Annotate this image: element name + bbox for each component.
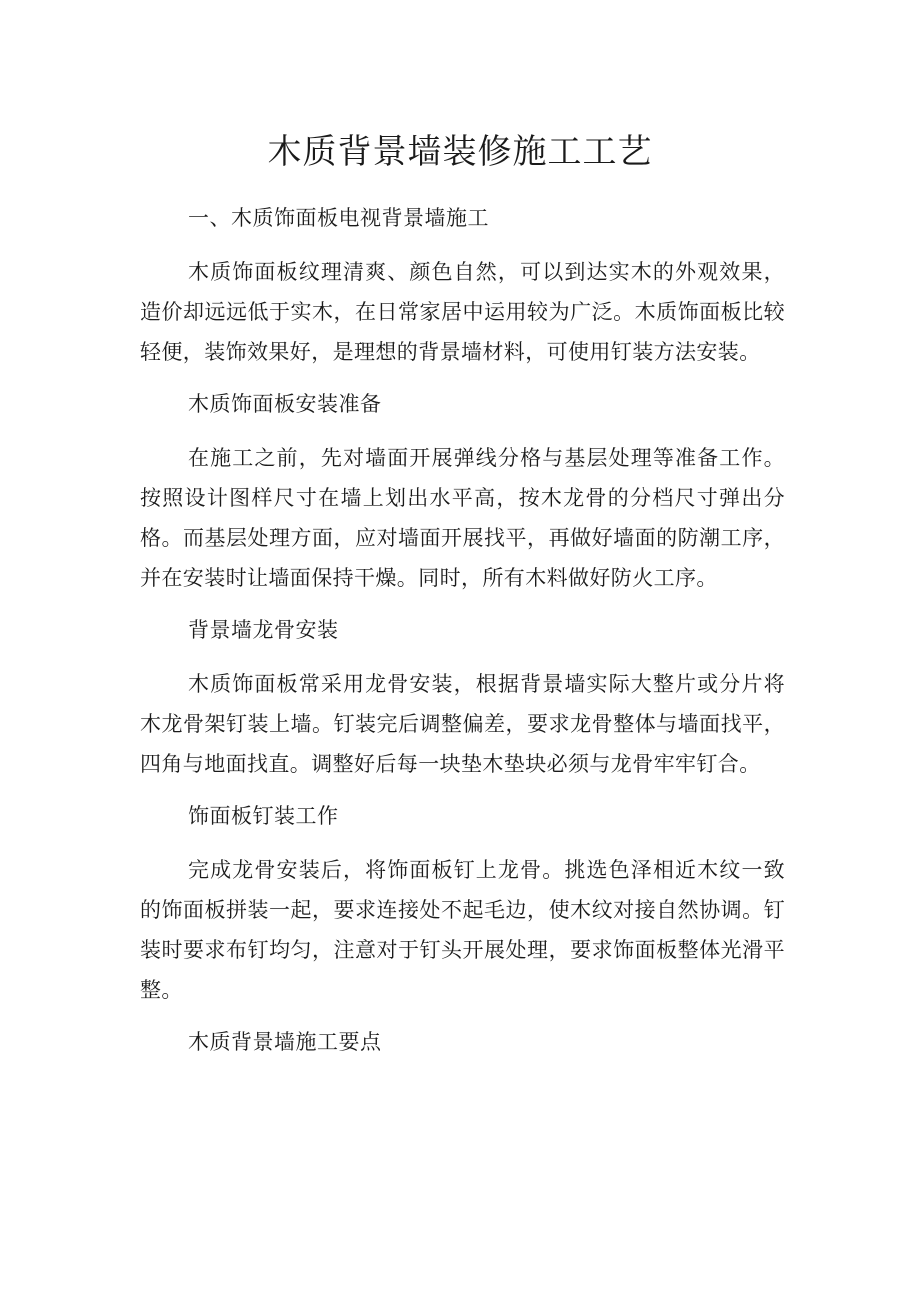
section-paragraph-4: 完成龙骨安装后，将饰面板钉上龙骨。挑选色泽相近木纹一致的饰面板拼装一起，要求连接处不起毛边，使木纹对接自然协调。钉装时要求布钉均匀，注意对于钉头开展处理，要求饰面板整体光滑平整。 bbox=[140, 858, 785, 1002]
section-paragraph-2: 在施工之前，先对墙面开展弹线分格与基层处理等准备工作。按照设计图样尺寸在墙上划出水平高，按木龙骨的分档尺寸弹出分格。而基层处理方面，应对墙面开展找平，再做好墙面的防潮工序，并在安装时让墙面保持干燥。同时，所有木料做好防火工序。 bbox=[140, 446, 785, 590]
section-heading-5: 木质背景墙施工要点 bbox=[188, 1030, 382, 1054]
document-body bbox=[140, 198, 785, 1062]
section-paragraph-3: 木质饰面板常采用龙骨安装，根据背景墙实际大整片或分片将木龙骨架钉装上墙。钉装完后调整偏差，要求龙骨整体与墙面找平，四角与地面找直。调整好后每一块垫木垫块必须与龙骨牢牢钉合。 bbox=[140, 672, 785, 776]
section-heading-4: 饰面板钉装工作 bbox=[188, 804, 339, 828]
section-heading-2: 木质饰面板安装准备 bbox=[188, 392, 382, 416]
section-paragraph-1: 木质饰面板纹理清爽、颜色自然，可以到达实木的外观效果，造价却远远低于实木，在日常家居中运用较为广泛。木质饰面板比较轻便，装饰效果好，是理想的背景墙材料，可使用钉装方法安装。 bbox=[140, 260, 785, 364]
section-heading-3: 背景墙龙骨安装 bbox=[188, 618, 339, 642]
section-heading-1: 一、木质饰面板电视背景墙施工 bbox=[188, 206, 489, 230]
document-title: 木质背景墙装修施工工艺 bbox=[267, 132, 653, 172]
